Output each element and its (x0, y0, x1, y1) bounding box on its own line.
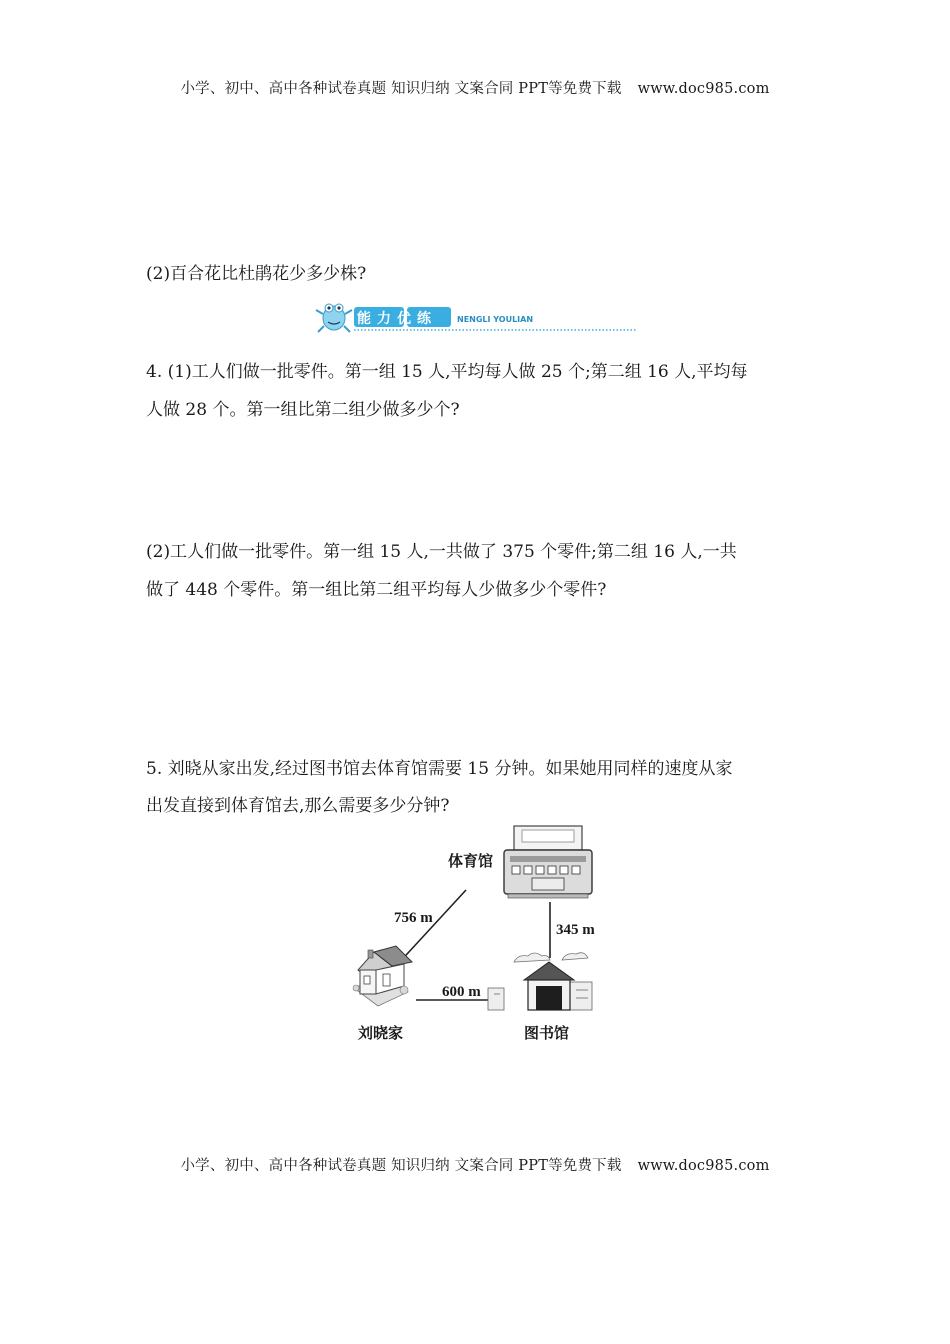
footer-text: 小学、初中、高中各种试卷真题 知识归纳 文案合同 PPT等免费下载 (180, 1158, 622, 1174)
banner-subtitle: NENGLI YOULIAN (457, 315, 534, 324)
footer-url[interactable]: www.doc985.com (637, 1158, 770, 1174)
header-text: 小学、初中、高中各种试卷真题 知识归纳 文案合同 PPT等免费下载 (180, 81, 622, 97)
question-4-part-2-line-1: (2)工人们做一批零件。第一组 15 人,一共做了 375 个零件;第二组 16 人,一共 (146, 542, 737, 562)
section-banner (312, 296, 638, 336)
page-header (0, 77, 950, 98)
question-5-line-1: 5. 刘晓从家出发,经过图书馆去体育馆需要 15 分钟。如果她用同样的速度从家 (146, 759, 733, 779)
question-4-part-1-line-2: 人做 28 个。第一组比第二组少做多少个? (146, 400, 460, 420)
library-label: 图书馆 (524, 1024, 570, 1042)
question-5-line-2: 出发直接到体育馆去,那么需要多少分钟? (146, 796, 450, 816)
question-3-part-2: (2)百合花比杜鹃花少多少株? (146, 264, 367, 284)
home-label: 刘晓家 (358, 1024, 404, 1042)
gym-label: 体育馆 (448, 852, 494, 870)
page-footer (0, 1154, 950, 1175)
home-house-icon (353, 946, 412, 1006)
home-to-gym-line (396, 890, 466, 966)
home-to-library-distance: 600 m (442, 984, 481, 1000)
library-building-icon (488, 953, 592, 1010)
question-4-part-1-line-1: 4. (1)工人们做一批零件。第一组 15 人,平均每人做 25 个;第二组 16 人,平均每 (146, 362, 748, 382)
library-to-gym-distance: 345 m (556, 922, 595, 938)
gym-building-icon (504, 826, 592, 898)
home-to-gym-distance: 756 m (394, 910, 433, 926)
route-diagram (338, 822, 618, 1050)
question-4-part-2-line-2: 做了 448 个零件。第一组比第二组平均每人少做多少个零件? (146, 580, 607, 600)
banner-title: 能力优练 (357, 311, 437, 327)
header-url[interactable]: www.doc985.com (637, 81, 770, 97)
